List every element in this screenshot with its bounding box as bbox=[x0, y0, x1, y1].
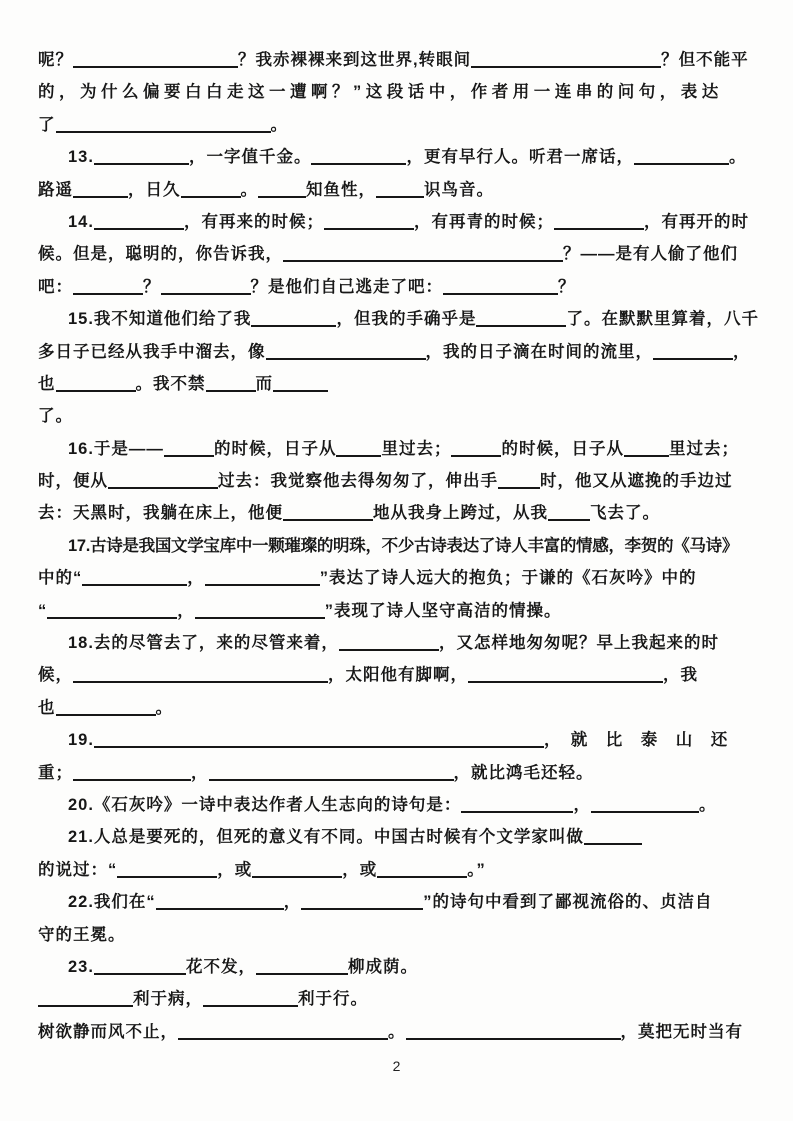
text-run: 吧： bbox=[38, 277, 73, 296]
text-run: 里过去； bbox=[381, 439, 452, 458]
text-run: 22.我们在“ bbox=[68, 893, 156, 912]
text-run: ， bbox=[283, 893, 302, 912]
text-line bbox=[38, 303, 765, 335]
text-run: 呢？ bbox=[38, 51, 73, 69]
text-run: ， bbox=[573, 795, 591, 814]
text-line bbox=[38, 368, 765, 400]
text-line bbox=[38, 400, 765, 432]
blank-line bbox=[406, 1038, 621, 1040]
text-run: 13. bbox=[68, 148, 94, 167]
text-run: ， 就 比 泰 山 还 bbox=[543, 731, 729, 750]
text-run: ，有再开的时 bbox=[643, 212, 749, 231]
text-line bbox=[38, 497, 765, 529]
blank-line bbox=[324, 228, 414, 230]
blank-line bbox=[117, 876, 217, 878]
text-run: 15.我不知道他们给了我 bbox=[68, 310, 252, 329]
blank-line bbox=[94, 746, 544, 748]
blank-line bbox=[554, 228, 644, 230]
text-line bbox=[38, 76, 765, 108]
text-run: 了。 bbox=[38, 407, 73, 426]
blank-line bbox=[161, 293, 251, 295]
text-run: 了 bbox=[38, 115, 56, 134]
blank-line bbox=[653, 358, 733, 360]
text-run: 14. bbox=[68, 212, 94, 231]
blank-line bbox=[634, 163, 729, 165]
blank-line bbox=[73, 196, 128, 198]
text-run: 17.古诗是我国文学宝库中一颗璀璨的明珠，不少古诗表达了诗人丰富的情感，李贺的《马诗》 bbox=[68, 536, 739, 555]
text-line bbox=[38, 44, 765, 76]
text-line bbox=[38, 530, 765, 562]
text-line bbox=[38, 271, 765, 303]
blank-line bbox=[209, 779, 454, 781]
text-run: ，就比鸿毛还轻。 bbox=[453, 763, 594, 782]
blank-line bbox=[38, 1005, 133, 1007]
blank-line bbox=[47, 617, 177, 619]
text-line bbox=[38, 757, 765, 789]
text-run: 19. bbox=[68, 731, 94, 750]
blank-line bbox=[339, 649, 439, 651]
text-run: ”的诗句中看到了鄙视流俗的、贞洁自 bbox=[423, 893, 713, 912]
text-run: 。 bbox=[698, 795, 717, 814]
text-line bbox=[38, 724, 765, 756]
blank-line bbox=[82, 584, 187, 586]
text-line bbox=[38, 595, 765, 627]
text-run: ，或 bbox=[217, 860, 253, 879]
text-run: ，或 bbox=[342, 860, 378, 879]
blank-line bbox=[548, 519, 590, 521]
text-run: 时，他又从遮挽的手边过 bbox=[540, 472, 733, 491]
text-run: ，有再来的时候； bbox=[183, 212, 324, 231]
text-run: 。 bbox=[240, 180, 258, 199]
text-run: ？——是有人偷了他们 bbox=[563, 245, 738, 264]
text-run: 花不发， bbox=[185, 957, 256, 976]
blank-line bbox=[256, 973, 348, 975]
text-run: ，太阳他有脚啊， bbox=[328, 666, 468, 685]
text-run: 里过去； bbox=[668, 439, 739, 458]
text-run: ？但不能平 bbox=[661, 51, 749, 69]
text-run: 。 bbox=[270, 115, 288, 134]
page-number: 2 bbox=[392, 1058, 401, 1074]
blank-line bbox=[56, 131, 271, 133]
text-run: ？ bbox=[558, 277, 576, 296]
text-run: 。 bbox=[388, 1022, 406, 1041]
text-run: 而 bbox=[255, 374, 273, 393]
text-run: 也 bbox=[38, 374, 56, 393]
text-run: 中的“ bbox=[38, 569, 83, 588]
blank-line bbox=[73, 66, 238, 68]
text-run: 。 bbox=[155, 698, 173, 717]
text-run: ，但我的手确乎是 bbox=[336, 310, 477, 329]
text-run: ，日久 bbox=[128, 180, 181, 199]
blank-line bbox=[94, 973, 186, 975]
text-run: ， bbox=[187, 569, 205, 588]
text-run: 守的王冕。 bbox=[38, 925, 126, 944]
text-line bbox=[38, 562, 765, 594]
text-line bbox=[38, 821, 765, 853]
text-line bbox=[38, 465, 765, 497]
text-line bbox=[38, 433, 765, 465]
blank-line bbox=[283, 519, 373, 521]
text-run: 飞去了。 bbox=[590, 504, 660, 523]
text-line bbox=[38, 951, 765, 983]
text-run: 路遥 bbox=[38, 180, 73, 199]
text-run: 也 bbox=[38, 698, 56, 717]
text-run: 21.人总是要死的，但死的意义有不同。中国古时候有个文学家叫做 bbox=[68, 828, 584, 847]
text-run: ？我赤裸裸来到这世界,转眼间 bbox=[238, 51, 472, 69]
blank-line bbox=[108, 487, 218, 489]
text-run: 地从我身上跨过，从我 bbox=[373, 504, 548, 523]
blank-line bbox=[56, 714, 156, 716]
text-line bbox=[38, 206, 765, 238]
text-line bbox=[38, 174, 765, 206]
blank-line bbox=[283, 260, 563, 262]
blank-line bbox=[591, 811, 699, 813]
text-line bbox=[38, 692, 765, 724]
text-line bbox=[38, 983, 765, 1015]
text-run: 的，为什么偏要白白走这一遭啊？”这段话中，作者用一连串的问句，表达 bbox=[38, 83, 723, 102]
blank-line bbox=[336, 455, 381, 457]
blank-line bbox=[73, 293, 143, 295]
blank-line bbox=[73, 681, 328, 683]
blank-line bbox=[181, 196, 241, 198]
text-run: 候， bbox=[38, 666, 73, 685]
text-run: 去：天黑时，我躺在床上，他便 bbox=[38, 504, 283, 523]
text-line bbox=[38, 336, 765, 368]
text-run: 过去：我觉察他去得匆匆了，伸出手 bbox=[218, 472, 498, 491]
text-run: “ bbox=[38, 601, 48, 620]
text-line bbox=[38, 789, 765, 821]
text-run: 利于行。 bbox=[298, 990, 368, 1009]
text-run: ，更有早行人。听君一席话， bbox=[406, 148, 634, 167]
text-run: ， bbox=[177, 601, 195, 620]
text-line bbox=[38, 919, 765, 951]
blank-line bbox=[94, 228, 184, 230]
text-line bbox=[38, 854, 765, 886]
text-run: 了。在默默里算着，八千 bbox=[566, 310, 759, 329]
text-run: 时，便从 bbox=[38, 472, 108, 491]
blank-line bbox=[258, 196, 306, 198]
text-run: 的时候，日子从 bbox=[501, 439, 624, 458]
text-run: ，我 bbox=[663, 666, 698, 685]
text-run: ，一字值千金。 bbox=[188, 148, 312, 167]
blank-line bbox=[376, 196, 424, 198]
text-line bbox=[38, 1016, 765, 1048]
text-run: 。” bbox=[467, 860, 486, 879]
blank-line bbox=[377, 876, 467, 878]
text-run: ，莫把无时当有 bbox=[620, 1022, 743, 1041]
text-line bbox=[38, 109, 765, 141]
text-run: ，又怎样地匆匆呢？早上我起来的时 bbox=[438, 634, 719, 653]
text-run: 树欲静而风不止， bbox=[38, 1022, 178, 1041]
blank-line bbox=[206, 390, 256, 392]
text-run: 候。但是，聪明的，你告诉我， bbox=[38, 245, 283, 264]
blank-line bbox=[94, 163, 189, 165]
text-run: 16.于是—— bbox=[68, 439, 164, 458]
text-line bbox=[38, 659, 765, 691]
text-line bbox=[38, 238, 765, 270]
text-run: 多日子已经从我手中溜去，像 bbox=[38, 342, 266, 361]
blank-line bbox=[73, 779, 191, 781]
blank-line bbox=[203, 1005, 298, 1007]
blank-line bbox=[164, 455, 214, 457]
blank-line bbox=[498, 487, 540, 489]
blank-line bbox=[266, 358, 426, 360]
text-line bbox=[38, 627, 765, 659]
text-line bbox=[38, 141, 765, 173]
text-run: 。我不禁 bbox=[135, 374, 206, 393]
blank-line bbox=[56, 390, 136, 392]
text-run: 知鱼性， bbox=[306, 180, 376, 199]
text-run: 的时候，日子从 bbox=[213, 439, 337, 458]
blank-line bbox=[311, 163, 406, 165]
text-run: 利于病， bbox=[133, 990, 203, 1009]
blank-line bbox=[624, 455, 669, 457]
text-run: ？ bbox=[143, 277, 161, 296]
text-run: ”表达了诗人远大的抱负；于谦的《石灰吟》中的 bbox=[319, 569, 697, 588]
blank-line bbox=[195, 617, 325, 619]
blank-line bbox=[178, 1038, 388, 1040]
text-run: ， bbox=[191, 763, 209, 782]
text-run: ，有再青的时候； bbox=[413, 212, 554, 231]
blank-line bbox=[584, 843, 642, 845]
blank-line bbox=[476, 325, 566, 327]
blank-line bbox=[156, 908, 284, 910]
text-run: 识鸟音。 bbox=[424, 180, 494, 199]
blank-line bbox=[251, 325, 336, 327]
text-run: 20.《石灰吟》一诗中表达作者人生志向的诗句是： bbox=[68, 795, 462, 814]
blank-line bbox=[471, 66, 661, 68]
text-run: 18.去的尽管去了，来的尽管来着， bbox=[68, 634, 339, 653]
blank-line bbox=[205, 584, 320, 586]
blank-line bbox=[443, 293, 558, 295]
text-run: ”表现了诗人坚守高洁的情操。 bbox=[324, 601, 562, 620]
text-run: ， bbox=[733, 342, 751, 361]
text-run: ，我的日子滴在时间的流里， bbox=[425, 342, 653, 361]
text-run: ？是他们自己逃走了吧： bbox=[250, 277, 443, 296]
blank-line bbox=[461, 811, 573, 813]
blank-line bbox=[252, 876, 342, 878]
text-run: 。 bbox=[728, 148, 747, 167]
worksheet-body bbox=[38, 44, 765, 1048]
text-run: 23. bbox=[68, 957, 94, 976]
blank-line bbox=[451, 455, 501, 457]
blank-line bbox=[301, 908, 423, 910]
text-run: 重； bbox=[38, 763, 73, 782]
text-line bbox=[38, 886, 765, 918]
text-run: 的说过：“ bbox=[38, 860, 118, 879]
blank-line bbox=[468, 681, 663, 683]
text-run: 柳成荫。 bbox=[347, 957, 418, 976]
blank-line bbox=[273, 390, 328, 392]
